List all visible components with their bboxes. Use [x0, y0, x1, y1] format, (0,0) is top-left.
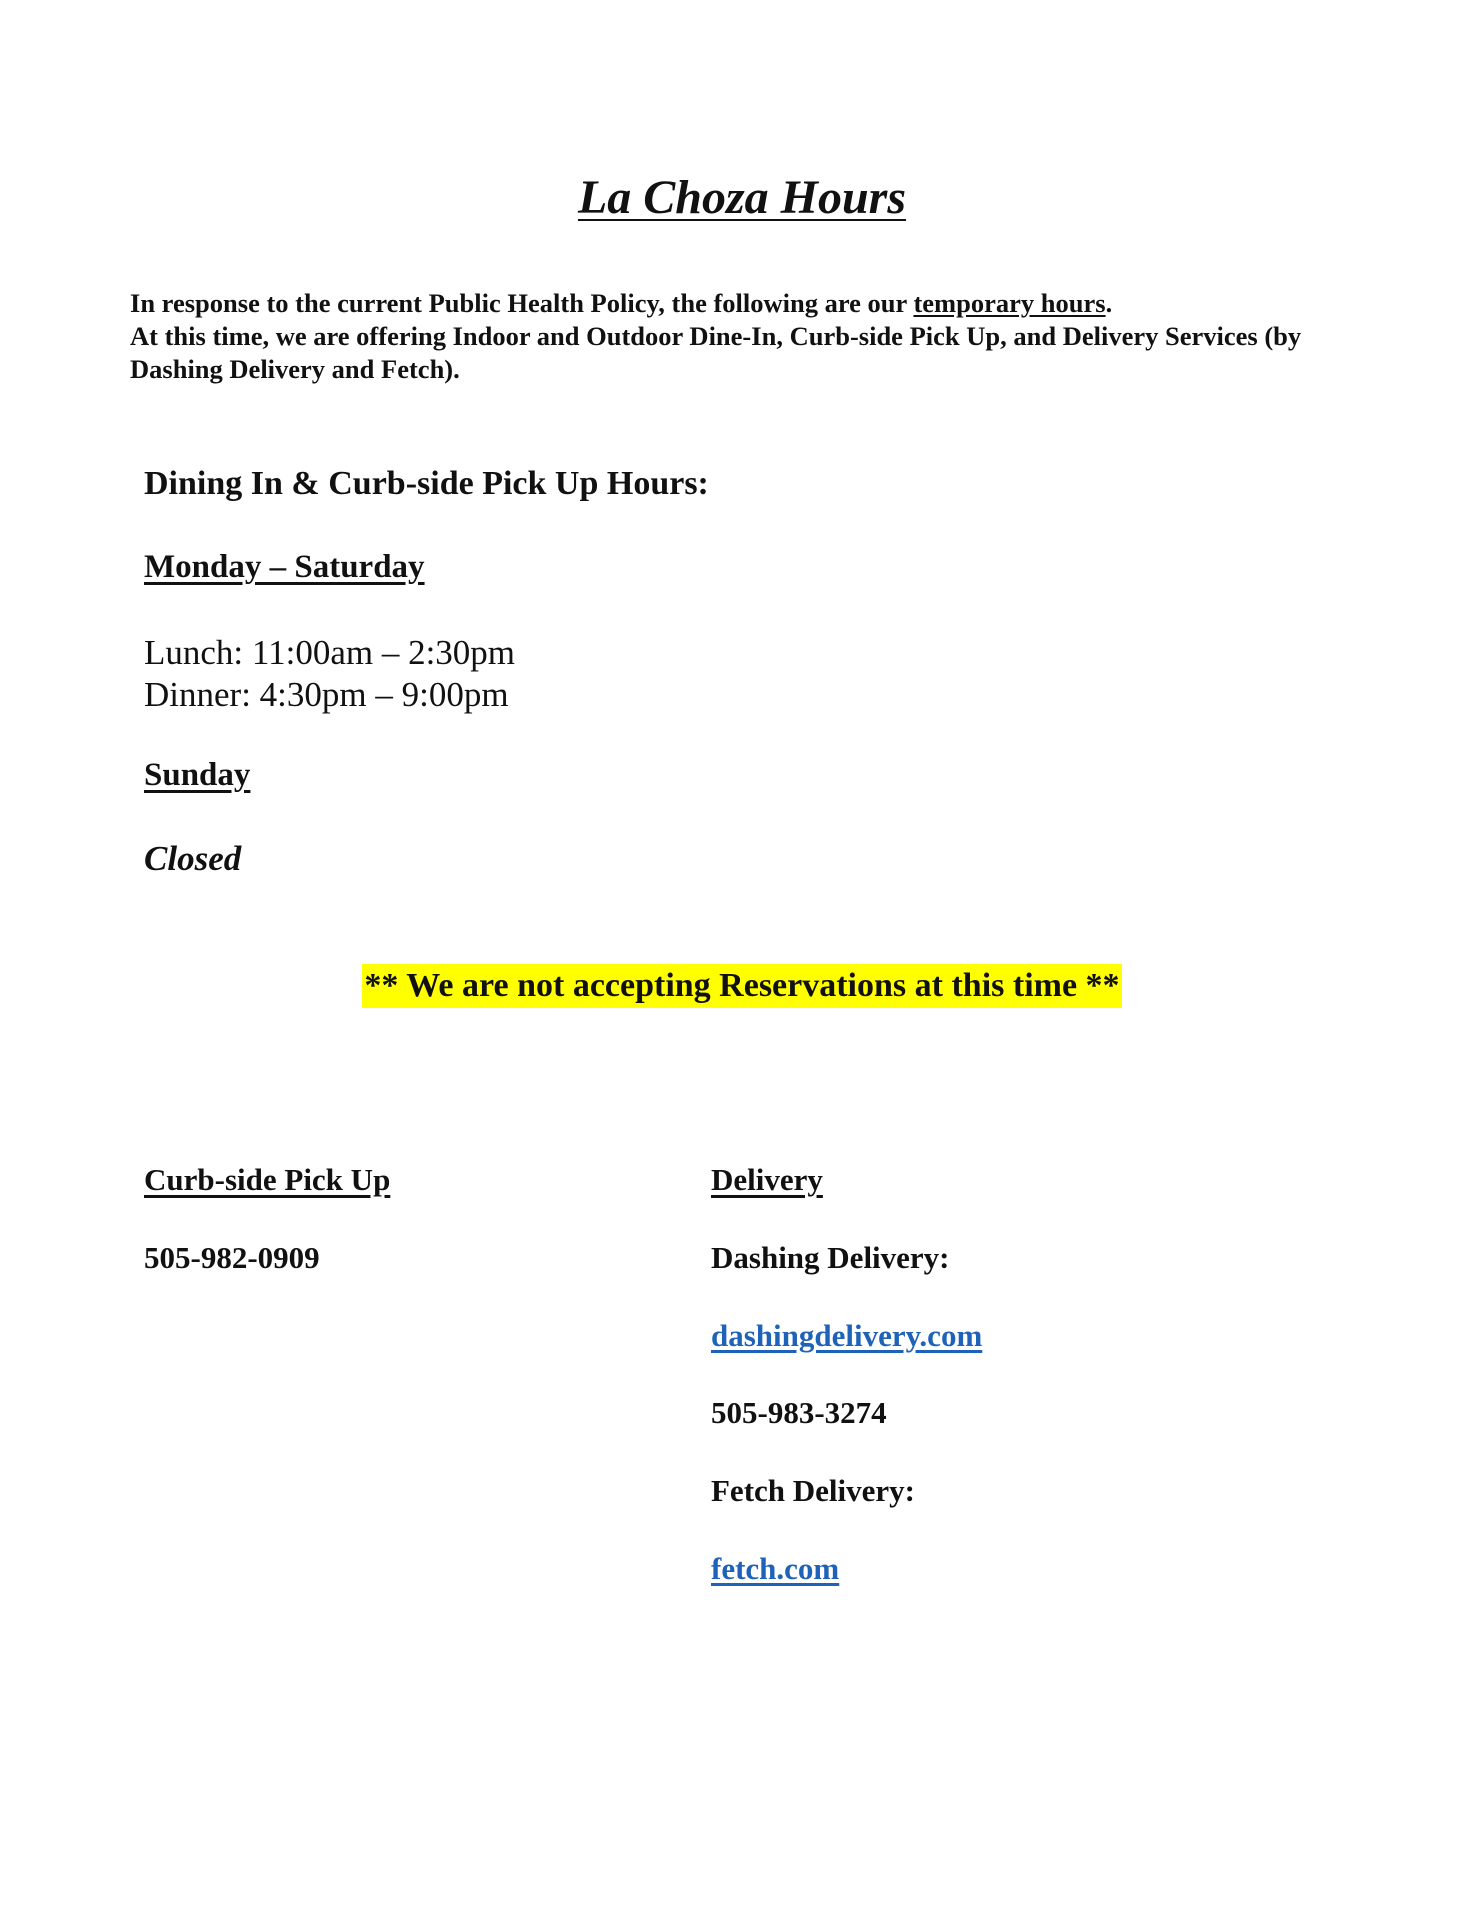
sunday-label: Sunday [144, 757, 251, 793]
dashing-delivery-phone: 505-983-3274 [711, 1395, 887, 1430]
intro-text: In response to the current Public Health Policy, the following are our [130, 288, 914, 318]
reservations-notice: ** We are not accepting Reservations at this time ** [362, 964, 1121, 1008]
temporary-hours-text: temporary hours [913, 288, 1106, 318]
weekday-hours [144, 632, 515, 716]
page-title: La Choza Hours [577, 171, 907, 224]
intro-services-text: At this time, we are offering Indoor and Outdoor Dine-In, Curb-side Pick Up, and Delivery Services (by Dashing Delivery and Fetch). [130, 321, 1302, 384]
curbside-phone: 505-982-0909 [144, 1240, 320, 1275]
lunch-hours: Lunch: 11:00am – 2:30pm [144, 633, 516, 672]
reservations-notice-row [0, 964, 1484, 1008]
dashing-delivery-link[interactable]: dashingdelivery.com [711, 1318, 983, 1353]
intro-paragraph [130, 287, 1380, 386]
weekday-label: Monday – Saturday [144, 549, 425, 585]
delivery-heading: Delivery [711, 1162, 823, 1197]
delivery-column [711, 1160, 983, 1586]
sunday-status: Closed [144, 839, 242, 878]
curbside-heading: Curb-side Pick Up [144, 1162, 391, 1197]
dinner-hours: Dinner: 4:30pm – 9:00pm [144, 675, 509, 714]
intro-period: . [1105, 288, 1113, 318]
curbside-column [144, 1160, 391, 1275]
fetch-delivery-link[interactable]: fetch.com [711, 1551, 840, 1586]
fetch-delivery-label: Fetch Delivery: [711, 1473, 915, 1508]
dashing-delivery-label: Dashing Delivery: [711, 1240, 950, 1275]
dining-hours-heading: Dining In & Curb-side Pick Up Hours: [144, 465, 709, 502]
